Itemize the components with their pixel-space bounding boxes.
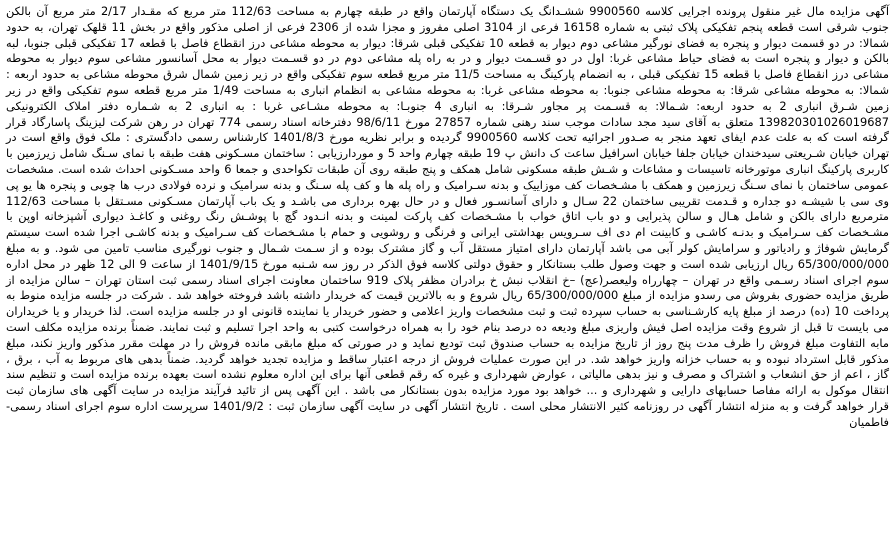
notice-body-text: آگهی مزایده مال غیر منقول پرونده اجرایی کلاسه 9900560 ششـدانگ یک دستگاه آپارتمان واقع در طبقه چهارم به مساحت 112/63 متر مربع که مقـدار 2/17 متر مربع آن بالکن جنوب شرقی است قطعه پنجم تفکیکی پلاک ثبتی به شماره 16158 فرعی از 3104 اصلی مفروز و مجزا شده از 2306 فرعی از اصلی مذکور واقع در بخش 11 قلهک تهران، به حدود شمالا: در دو قسمت دیوار و پنجره به فضای نورگیر مشاعی دوم دیوار به قطعه 10 تفکیکی قبلی شرقا: دیوار به محوطه مشاعی درز انقطاع فاصل با قطعه 17 تفکیکی قبلی جنوبا، لبه بالکن و دیوار و پنجره است به فضای حیاط مشاعی غربا: اول در دو قسـمت دیوار و در به راه پله مشاعی دوم در دو قسـمت دیوار به محل آسانسور مشاعی سوم دیوار به محوطه مشاعی درز انقطاع فاصل با قطعه 15 تفکیکی قبلی ، به انضمام پارکینگ به مساحت 11/5 متر مربع قطعه سوم تفکیکی واقع در زیر زمین شمال شرق محوطه مشاعی به حدود اربعه : شمالا: به محوطه مشاعی شرقا: به محوطه مشاعی جنوبا: به محوطه مشاعی غربا: به محوطه مشاعی به انظمام انباری به مساحت 1/49 متر مربع قطعه سوم تفکیکی واقع در زیر زمین شـرق انباری 2 به حدود اربعه: شـمالا: به قسـمت پر مجاور شـرقا: به انباری 4 جنوبـا: به محوطه مشـاعی غربا : به انباری 2 به شـماره دفتر املاک الکترونیکی 139820301026019687 متعلق به آقای سید مجد سادات موجب سند رهنی شماره 27857 مورخ 98/6/11 دفترخانه اسناد رسمی 774 تهران در رهن شرکت لیزینگ پاسارگاد قرار گرفته است که به علت عدم ایفای تعهد منجر به صـدور اجرائیه تحت کلاسه 9900560 گردیده و برابر نظریه مورخ 1401/8/3 کارشناس رسمی دادگستری : ملک فوق واقع است در تهران خیابان شـریعتی سیدخندان خیابان جلفا خیابان اسرافیل ساعت ک دانش پ 19 طبقه چهارم واحد 5 و موردارزیابی : ساختمان مسـکونی هفت طبقه با نمای سـنگ شامل زیرزمین با کاربری پارکینگ انباری موتورخانه تاسیسات و مشاعات و شـش طبقه مسکونی شامل همکف و پنج طبقه روی آن طبقات تکواحدی و جمعا 6 واحد مسـکونی احداث شده است. مشخصات عمومی ساختمان با نمای سـنگ زیرزمین و همکف با مشـخصات کف موزاییک و بدنه سـرامیک و راه پله ها و کف پله سـنگ و بدنه سرامیک و نرده فولادی درب ها چوبی و پنجره ها یو پی وی سی با شیشـه دو جداره و قـدمت تقریبی ساختمان 22 سـال و دارای آسانسـور فعال و در حال بهره برداری می باشـد و یک باب آپارتمان مسـکونی مسـتقل با مساحت 112/63 مترمربع دارای بالکن و شامل هـال و سالن پذیرایی و دو باب اتاق خواب با مشـخصات کف پارکت لمینت و بدنه انـدود گچ با پوشـش رنگ روغنی و کاغـذ دیواری آشپزخانه اوپن با مشـخصات کف سـرامیک و بدنـه کاشـی و کابینت ام دی اف سـرویس بهداشتی ایرانی و فرنگی و روشویی و حمام با مشـخصات کف سـرامیک و بدنه کاشـی اجرا شده است سیستم گرمایش شوفاژ و رادیاتور و سرامایش کولر آبی می باشد آپارتمان دارای امتیاز مستقل آب و گاز مشترک بوده و از سـمت شـمال و جنوب نورگیری مناسب تامین می شود. و به مبلغ 65/300/000/000 ریال ارزیابی شده است و جهت وصول طلب بستانکار و حقوق دولتی کلاسه فوق الذکر در روز سه شـنبه مورخ 1401/9/15 از ساعت 9 الی 12 ظهر در محل اداره سوم اجرای اسناد رسـمی واقع در تهران – چهارراه ولیعصر(عج) –خ انقلاب نبش خ برادران مظفر پلاک 919 ساختمان معاونت اجرای اسناد رسمی ثبت استان تهران – سالن مزایده از طریق مزایده حضوری بفروش می رسدو مزایده از مبلغ 65/300/000/000 ریال شروع و به بالاترین قیمت که خریدار داشته باشد فروخته خواهد شد . شرکت در جلسه مزایده منوط به پرداخت 10 (ده) درصد از مبلغ پایه کارشـناسی به حساب سپرده ثبت و ثبت مشخصات واریز اعلامی و حضور خریدار یا نماینده قانونی او در جلسه مزایده است. لذا خریدار و یا خریداران می بایست تا قبل از شروع وقت مزایده اصل فیش واریزی مبلغ ودیعه ده درصد بنام خود را به همراه درخواست کتبی به واحد اجرا تسلیم و ثبت نمایند. ضمناً برنده مزایده مکلف است مابه التفاوت مبلغ فروش را ظرف مدت پنج روز از تاریخ مزایده به حساب صندوق ثبت تودیع نماید و در صورتی که مبلغ مابقی مانده فروش را در مهلت مقرر مذکور واریز نکند، مبلغ مذکور قابل استرداد نبوده و به حساب خزانه واریز خواهد شد. در این صورت عملیات فروش از درجه اعتبار ساقط و مزایده تجدید خواهد گردید. ضمناً بدهی های مربوط به آب ، برق ، گاز ، اعم از حق انشعاب و اشتراک و مصرف و نیز بدهی مالیاتی ، عوارض شهرداری و غیره که رقم قطعی آنها برای این اداره معلوم نشده است بعهده برنده مزایده است و تنظیم سند انتقال موکول به ارائه مفاصا حسابهای دارایی و شهرداری و ... خواهد بود مورد مزایده بدون بستانکار می باشد . این آگهی پس از تائید فرآیند مزایده در سایت آگهی های سازمان ثبت قرار خواهد گرفت و به منزله انتشار آگهی در روزنامه کثیر الانتشار محلی است . تاریخ انتشار آگهی در سایت آگهی سازمان ثبت : 1401/9/2 سرپرست اداره سوم اجرای اسناد رسمی- فاطمیان: [6, 4, 890, 429]
